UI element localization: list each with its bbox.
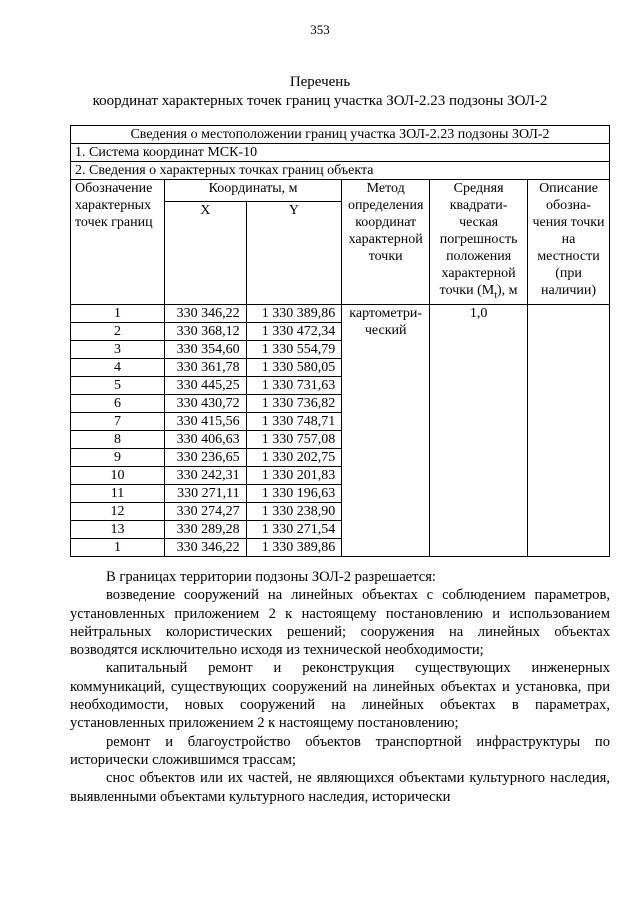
coordinate-y: 1 330 201,83	[246, 466, 342, 484]
header-y: Y	[246, 201, 342, 304]
header-error: Средняя квадрати-ческая погрешность положения характерной точки $(M_t)$, м	[430, 180, 528, 305]
coordinate-y: 1 330 238,90	[246, 502, 342, 520]
coordinate-y: 1 330 748,71	[246, 412, 342, 430]
point-number: 1	[71, 538, 165, 556]
coordinate-system: 1. Система координат МСК-10	[71, 144, 610, 162]
coordinate-x: 330 430,72	[164, 394, 246, 412]
point-number: 10	[71, 466, 165, 484]
coordinate-x: 330 271,11	[164, 484, 246, 502]
point-number: 3	[71, 340, 165, 358]
body-text	[70, 568, 610, 806]
paragraph: капитальный ремонт и реконструкция существующих инженерных коммуникаций, существующих сооружений на линейных объектах и установка, при необходимости, новых сооружений на линейных объектах в параметрах, установленных приложением 2 к настоящему постановлению;	[70, 660, 610, 732]
coordinate-y: 1 330 271,54	[246, 520, 342, 538]
coordinate-y: 1 330 736,82	[246, 394, 342, 412]
coordinate-x: 330 274,27	[164, 502, 246, 520]
header-method: Метод определения координат характерной точки	[342, 180, 430, 305]
table-caption: Сведения о местоположении границ участка ЗОЛ-2.23 подзоны ЗОЛ-2	[71, 126, 610, 144]
coordinate-x: 330 236,65	[164, 448, 246, 466]
page-number: 353	[310, 22, 330, 37]
coordinate-y: 1 330 580,05	[246, 358, 342, 376]
coordinate-x: 330 406,63	[164, 430, 246, 448]
point-number: 5	[71, 376, 165, 394]
points-section-title: 2. Сведения о характерных точках границ объекта	[71, 162, 610, 180]
coordinate-y: 1 330 202,75	[246, 448, 342, 466]
error-value: 1,0	[430, 304, 528, 556]
method-value: картометри-ческий	[342, 304, 430, 556]
point-number: 9	[71, 448, 165, 466]
coordinate-y: 1 330 389,86	[246, 538, 342, 556]
header-x: X	[164, 201, 246, 304]
paragraph: В границах территории подзоны ЗОЛ-2 разрешается:	[106, 569, 436, 585]
coordinates-table	[70, 125, 610, 557]
point-number: 1	[71, 304, 165, 322]
point-number: 11	[71, 484, 165, 502]
description-value	[528, 304, 610, 556]
point-number: 7	[71, 412, 165, 430]
point-number: 13	[71, 520, 165, 538]
point-number: 6	[71, 394, 165, 412]
point-number: 8	[71, 430, 165, 448]
coordinate-x: 330 346,22	[164, 304, 246, 322]
header-coordinates: Координаты, м	[164, 180, 341, 202]
coordinate-x: 330 415,56	[164, 412, 246, 430]
paragraph: возведение сооружений на линейных объектах с соблюдением параметров, установленных приложением 2 к настоящему постановлению и использованием нейтральных колористических решений; сооружения на линейных объектах возводятся исключительно исходя из технической необходимости;	[70, 587, 610, 659]
header-designation: Обозначение характерных точек границ	[71, 180, 165, 305]
point-number: 4	[71, 358, 165, 376]
coordinate-x: 330 445,25	[164, 376, 246, 394]
coordinate-x: 330 361,78	[164, 358, 246, 376]
coordinate-x: 330 242,31	[164, 466, 246, 484]
paragraph: снос объектов или их частей, не являющихся объектами культурного наследия, выявленными объектами культурного наследия, исторически	[70, 770, 610, 805]
coordinate-y: 1 330 731,63	[246, 376, 342, 394]
coordinate-y: 1 330 389,86	[246, 304, 342, 322]
point-number: 2	[71, 322, 165, 340]
point-number: 12	[71, 502, 165, 520]
coordinate-y: 1 330 472,34	[246, 322, 342, 340]
paragraph: ремонт и благоустройство объектов транспортной инфраструктуры по исторически сложившимся трассам;	[70, 733, 610, 768]
document-title	[0, 73, 640, 111]
title-line-2: координат характерных точек границ участка ЗОЛ-2.23 подзоны ЗОЛ-2	[92, 93, 548, 109]
title-line-1: Перечень	[289, 74, 351, 90]
coordinate-x: 330 289,28	[164, 520, 246, 538]
coordinate-x: 330 346,22	[164, 538, 246, 556]
header-description: Описание обозна-чения точки на местности (при наличии)	[528, 180, 610, 305]
coordinate-x: 330 368,12	[164, 322, 246, 340]
coordinate-x: 330 354,60	[164, 340, 246, 358]
coordinate-y: 1 330 554,79	[246, 340, 342, 358]
table-row	[71, 304, 610, 322]
coordinate-y: 1 330 196,63	[246, 484, 342, 502]
coordinate-y: 1 330 757,08	[246, 430, 342, 448]
